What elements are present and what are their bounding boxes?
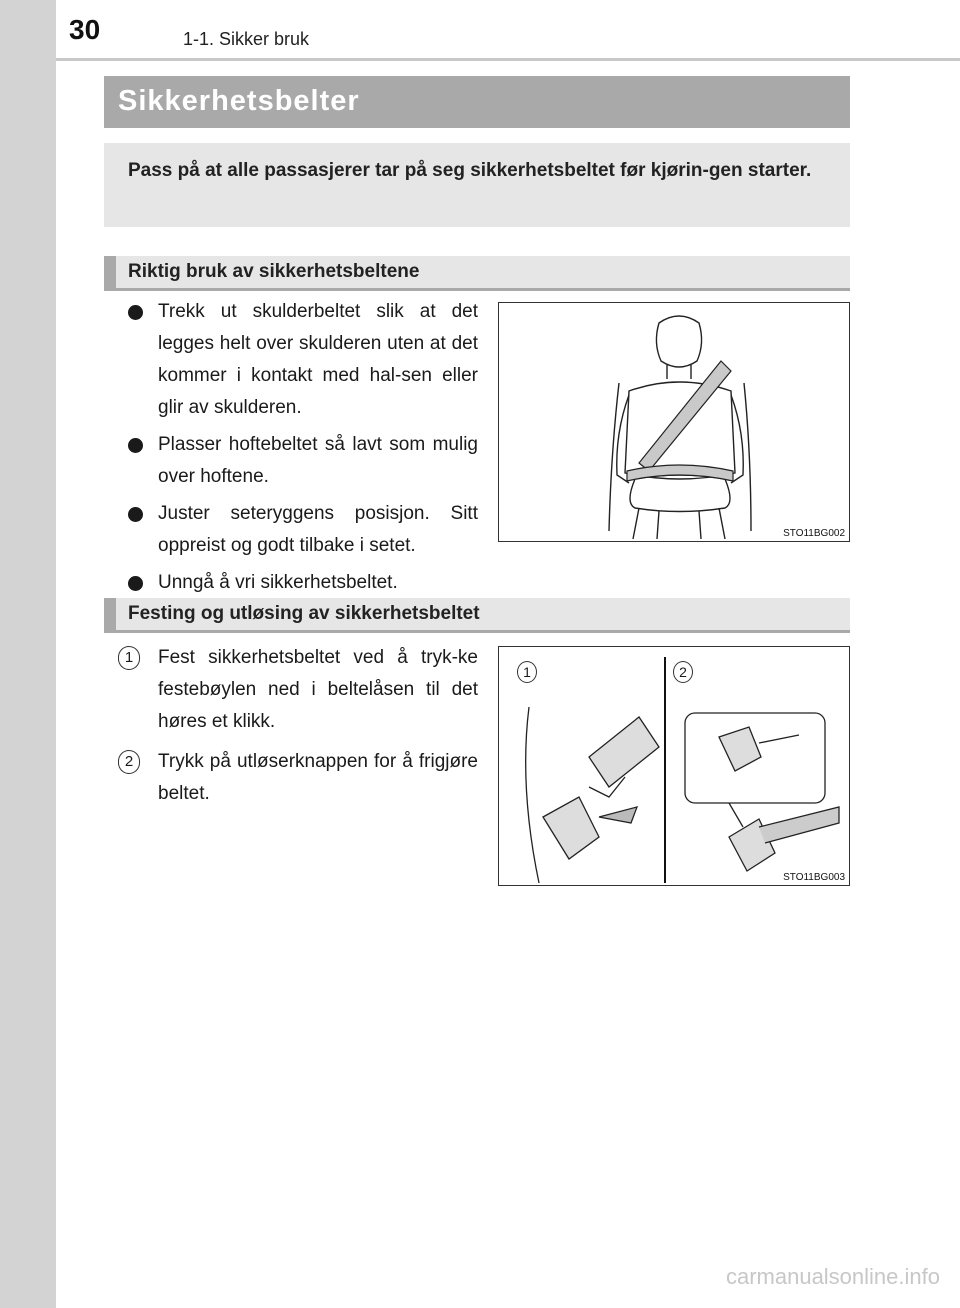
title-bar: [104, 76, 850, 128]
step-text: Fest sikkerhetsbeltet ved å tryk-ke festebøylen ned i beltelåsen til det høres et klikk.: [158, 647, 478, 732]
bullet-text: Plasser hoftebeltet så lavt som mulig over hoftene.: [158, 434, 478, 487]
bullet-text: Unngå å vri sikkerhetsbeltet.: [158, 572, 398, 593]
seatbelt-wearing-illustration: [498, 302, 850, 542]
watermark: carmanualsonline.info: [725, 1264, 940, 1289]
list-item: [118, 746, 478, 810]
figure-code: STO11BG003: [783, 872, 845, 883]
bullet-text: Juster seteryggens posisjon. Sitt oppreist og godt tilbake i setet.: [158, 503, 478, 556]
bullet-icon: [128, 507, 143, 522]
header-divider: [56, 58, 960, 61]
section-heading-proper-use: [104, 256, 850, 291]
bullet-icon: [128, 305, 143, 320]
step-text: Trykk på utløserknappen for å frigjøre beltet.: [158, 751, 478, 804]
figure-code: STO11BG002: [783, 528, 845, 539]
step-number: 2: [118, 750, 140, 774]
bullet-list: [128, 296, 478, 604]
list-item: [128, 567, 478, 599]
intro-text: Pass på at alle passasjerer tar på seg sikkerhetsbeltet før kjørin-gen starter.: [128, 160, 812, 181]
section-heading-fastening: [104, 598, 850, 633]
intro-box: [104, 143, 850, 227]
breadcrumb: 1-1. Sikker bruk: [183, 29, 310, 49]
side-tab: [0, 0, 56, 1308]
figure-label-1: 1: [517, 661, 537, 683]
seated-person-icon: [499, 303, 850, 542]
list-item: [128, 498, 478, 562]
section-heading-text: Festing og utløsing av sikkerhetsbeltet: [128, 603, 480, 624]
list-item: [118, 642, 478, 738]
bullet-text: Trekk ut skulderbeltet slik at det legges helt over skulderen uten at det kommer i kontakt med hal-sen eller glir av skulderen.: [158, 301, 478, 418]
page-number: 30: [69, 14, 101, 45]
page-title: Sikkerhetsbelter: [118, 85, 360, 117]
bullet-icon: [128, 438, 143, 453]
bullet-icon: [128, 576, 143, 591]
buckle-illustration: [498, 646, 850, 886]
section-heading-text: Riktig bruk av sikkerhetsbeltene: [128, 261, 420, 282]
list-item: [128, 296, 478, 424]
step-list: [118, 642, 478, 818]
list-item: [128, 429, 478, 493]
figure-label-2: 2: [673, 661, 693, 683]
step-number: 1: [118, 646, 140, 670]
seatbelt-buckle-icon: [499, 647, 850, 886]
